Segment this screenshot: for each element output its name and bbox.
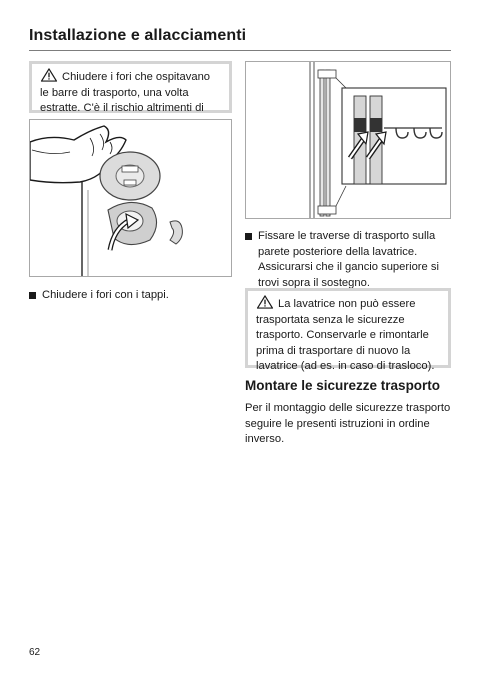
step-fix-bars (245, 229, 455, 291)
warning-box-transport (245, 288, 451, 372)
warning-box-holes (29, 61, 232, 113)
bars-illustration (246, 62, 450, 218)
section-heading-mount: Montare le sicurezze trasporto (245, 378, 441, 393)
page-title: Installazione e allacciamenti (29, 27, 247, 44)
step-text-close-holes: Chiudere i fori con i tappi. (42, 289, 169, 301)
figure-fix-bars (245, 61, 451, 219)
square-bullet-icon (29, 292, 36, 299)
warning-text-transport: La lavatrice non può essere trasportata senza le sicurezze trasporto. Conservarle e rimontarle prima di trasportare di nuovo la lavatrice (ad es. in caso di trasloco). (256, 298, 435, 372)
step-text-fix-bars: Fissare le traverse di trasporto sulla parete posteriore della lavatrice. Assicurarsi che il gancio superiore si trovi sopra il sostegno. (258, 230, 439, 289)
warning-text-holes: Chiudere i fori che ospitavano le barre di trasporto, una volta estratte. C'è il rischio altrimenti di (40, 71, 211, 114)
figure-insert-caps (29, 119, 232, 277)
warning-triangle-icon (256, 295, 274, 309)
square-bullet-icon (245, 233, 252, 240)
caps-illustration (30, 120, 231, 276)
section-paragraph-mount: Per il montaggio delle sicurezze trasporto seguire le presenti istruzioni in ordine inverso. (245, 402, 451, 445)
page-number: 62 (29, 647, 41, 658)
title-divider (29, 50, 451, 51)
warning-triangle-icon (40, 68, 58, 82)
step-close-holes (29, 288, 232, 304)
